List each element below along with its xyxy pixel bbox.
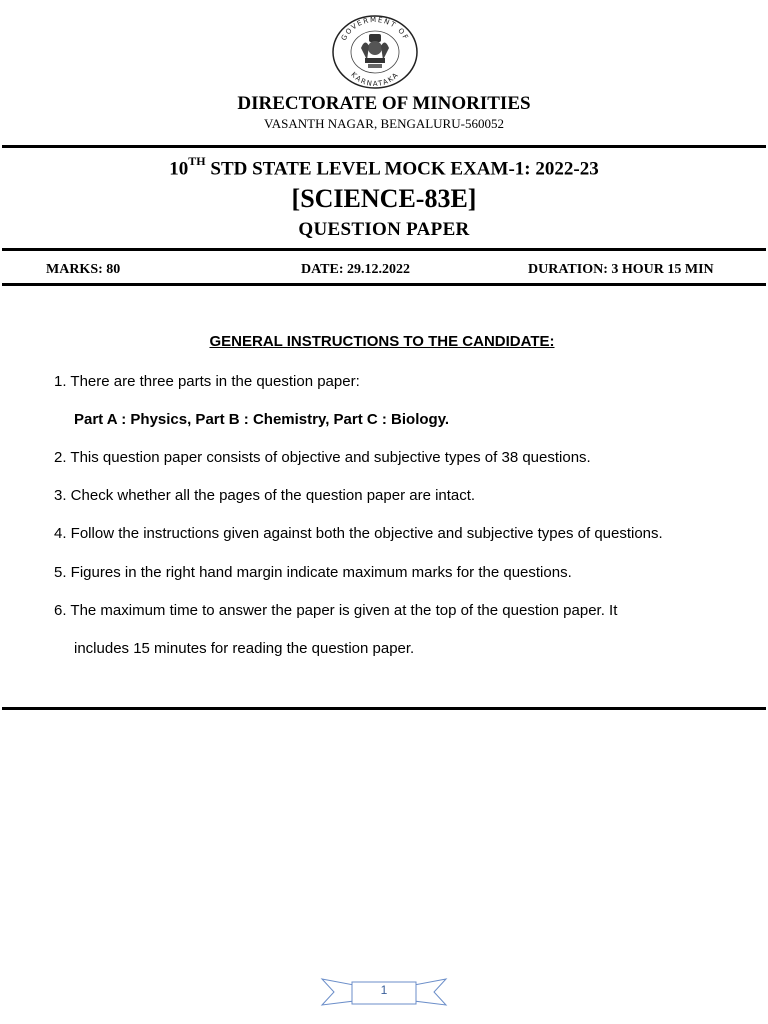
exam-grade-suffix: TH <box>188 154 206 168</box>
organization-address: VASANTH NAGAR, BENGALURU-560052 <box>264 116 504 131</box>
svg-text:KARNATAKA: KARNATAKA <box>349 70 401 89</box>
exam-duration: DURATION: 3 HOUR 15 MIN <box>528 262 714 277</box>
instruction-item-parts: Part A : Physics, Part B : Chemistry, Part C : Biology. <box>74 411 450 428</box>
page-number: 1 <box>380 983 388 997</box>
instruction-item: 3. Check whether all the pages of the question paper are intact. <box>54 487 476 504</box>
exam-grade: 10 <box>169 158 189 180</box>
organization-name: DIRECTORATE OF MINORITIES <box>237 93 531 114</box>
instruction-item: 2. This question paper consists of objective and subjective types of 38 questions. <box>54 449 591 466</box>
instruction-item: 1. There are three parts in the question paper: <box>54 373 360 390</box>
instruction-item: 6. The maximum time to answer the paper is given at the top of the question paper. It <box>54 602 618 619</box>
instructions-heading: GENERAL INSTRUCTIONS TO THE CANDIDATE: <box>209 333 555 350</box>
meta-divider <box>2 283 766 286</box>
paper-type: QUESTION PAPER <box>298 219 470 240</box>
exam-date: DATE: 29.12.2022 <box>301 262 411 277</box>
exam-subject: [SCIENCE-83E] <box>291 184 477 213</box>
government-seal-logo <box>331 14 419 90</box>
svg-text:GOVERMENT OF: GOVERMENT OF <box>339 15 411 42</box>
instruction-item: 5. Figures in the right hand margin indicate maximum marks for the questions. <box>54 564 572 581</box>
header-divider <box>2 145 766 148</box>
exam-title <box>0 156 768 180</box>
title-divider <box>2 248 766 251</box>
instruction-item-continued: includes 15 minutes for reading the question paper. <box>74 640 415 657</box>
exam-marks: MARKS: 80 <box>46 262 121 277</box>
instruction-item: 4. Follow the instructions given against both the objective and subjective types of questions. <box>54 525 663 542</box>
exam-title-text: STD STATE LEVEL MOCK EXAM-1: 2022-23 <box>205 158 599 180</box>
instructions-divider <box>2 707 766 710</box>
